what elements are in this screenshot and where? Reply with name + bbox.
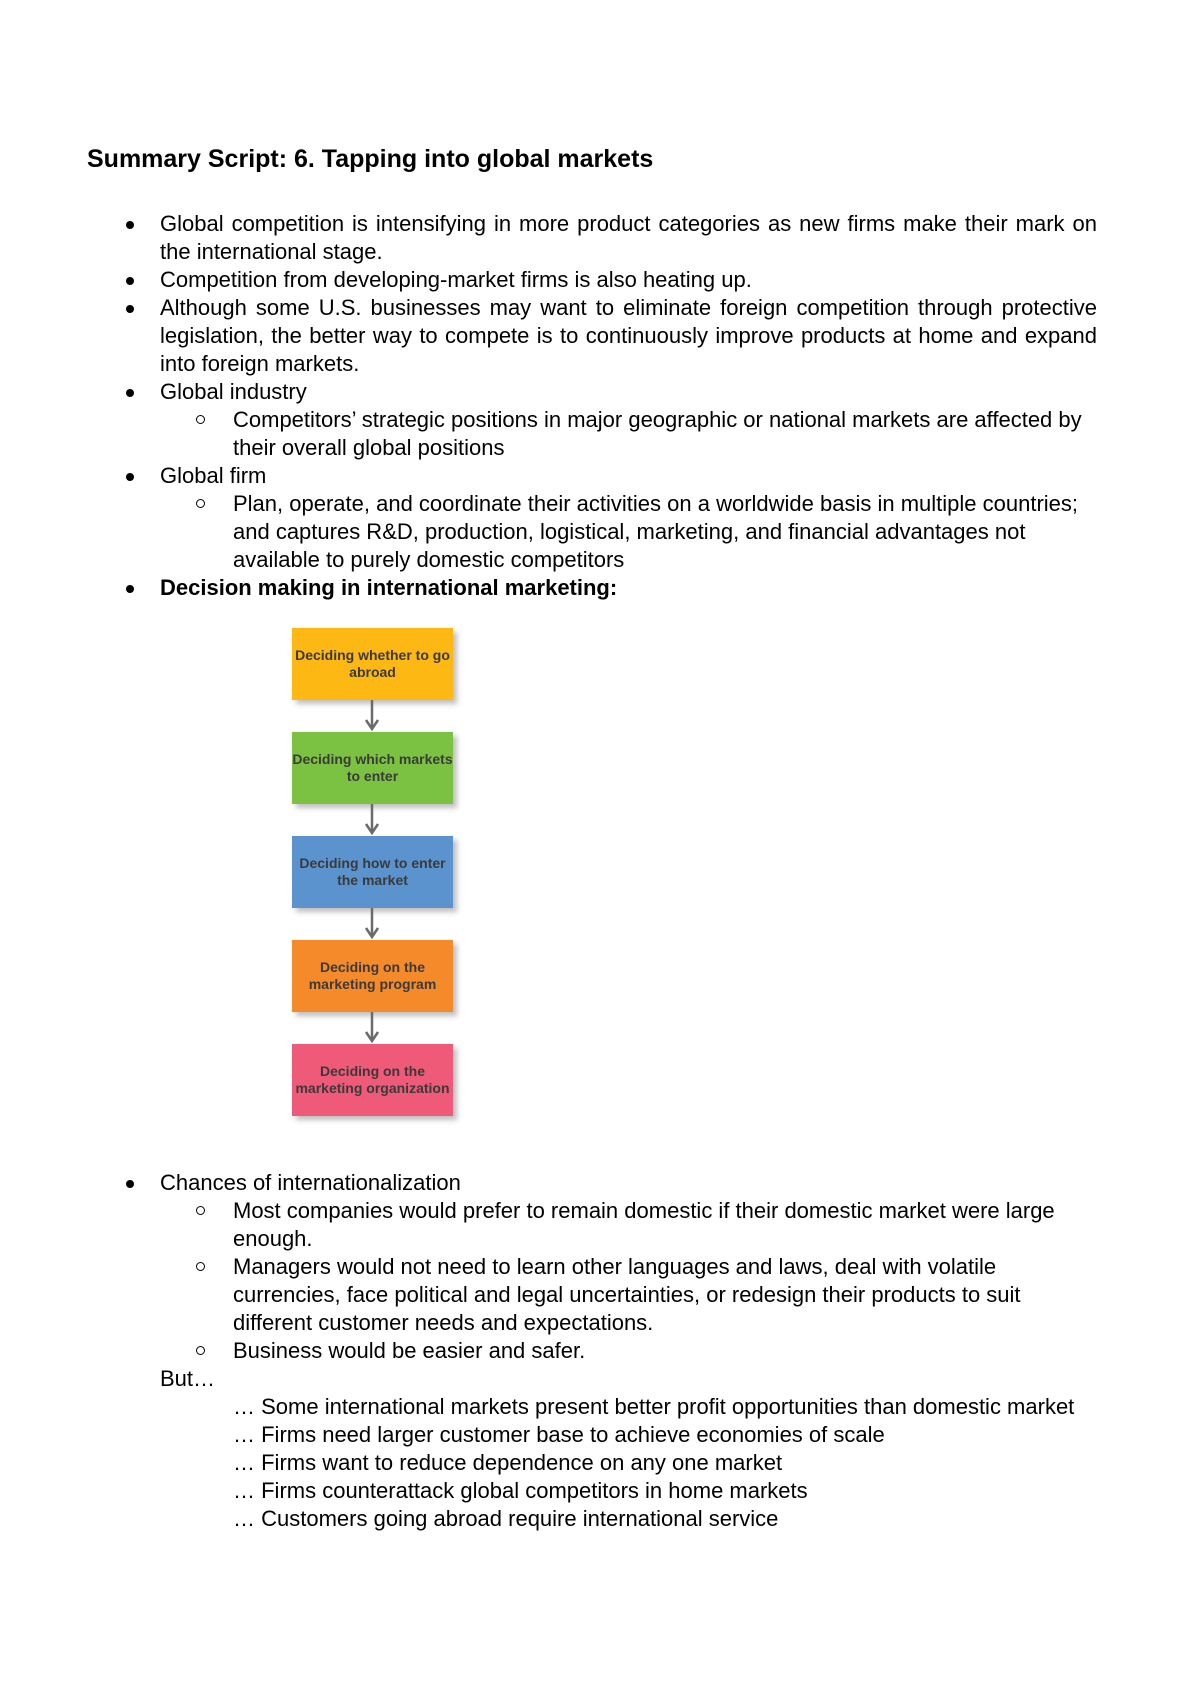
sub-list-item [160, 490, 1097, 574]
list-item-text: Although some U.S. businesses may want to eliminate foreign competition through protective legislation, the better way to compete is to continuously improve products at home and expand into foreign markets. [160, 295, 1097, 376]
internationalization-list [0, 1169, 1200, 1365]
sub-list-item-text: Plan, operate, and coordinate their activities on a worldwide basis in multiple countries; and captures R&D, production, logistical, marketing, and financial advantages not available to purely domestic competitors [233, 491, 1079, 572]
list-item [0, 266, 1097, 294]
sub-list [160, 1197, 1097, 1365]
main-bullet-list [0, 210, 1200, 602]
bullet-icon [126, 305, 134, 313]
circle-bullet-icon [196, 1346, 205, 1355]
but-item: … Firms need larger customer base to achieve economies of scale [233, 1422, 885, 1447]
flow-step-marketing-program: Deciding on the marketing program [292, 940, 453, 1012]
down-arrow-icon [364, 700, 380, 732]
flow-step-marketing-organization: Deciding on the marketing organization [292, 1044, 453, 1116]
but-items [0, 1393, 1200, 1533]
circle-bullet-icon [196, 1262, 205, 1271]
list-item [0, 294, 1097, 378]
circle-bullet-icon [196, 415, 205, 424]
bullet-icon [126, 1180, 134, 1188]
list-item-text: Global firm [160, 463, 267, 488]
list-item-text: Competition from developing-market firms is also heating up. [160, 267, 752, 292]
sub-list-item [160, 1197, 1097, 1253]
but-item: … Some international markets present better profit opportunities than domestic market [233, 1394, 1075, 1419]
sub-list-item-text: Managers would not need to learn other languages and laws, deal with volatile currencies, face political and legal uncertainties, or redesign their products to suit different customer needs and expectations. [233, 1254, 1021, 1335]
page-title: Summary Script: 6. Tapping into global markets [87, 145, 654, 173]
bullet-icon [126, 389, 134, 397]
sub-list [160, 490, 1097, 574]
circle-bullet-icon [196, 1206, 205, 1215]
sub-list-item [160, 406, 1097, 462]
down-arrow-icon [364, 804, 380, 836]
internationalization-section [0, 1169, 1200, 1533]
bullet-icon [126, 221, 134, 229]
sub-list-item-text: Most companies would prefer to remain domestic if their domestic market were large enough. [233, 1198, 1055, 1251]
list-item-text: Global industry [160, 379, 307, 404]
sub-list [160, 406, 1097, 462]
but-label: But… [160, 1366, 216, 1391]
flow-step-how-to-enter: Deciding how to enter the market [292, 836, 453, 908]
list-item [0, 378, 1097, 462]
list-item-text: Global competition is intensifying in more product categories as new firms make their mark on the international stage. [160, 211, 1097, 264]
but-item: … Customers going abroad require international service [233, 1506, 779, 1531]
sub-list-item-text: Competitors’ strategic positions in major geographic or national markets are affected by their overall global positions [233, 407, 1082, 460]
bullet-icon [126, 277, 134, 285]
sub-list-item [160, 1253, 1097, 1337]
bullet-icon [126, 585, 134, 593]
down-arrow-icon [364, 1012, 380, 1044]
list-item-text: Chances of internationalization [160, 1170, 461, 1195]
list-item [0, 462, 1097, 574]
decision-heading: Decision making in international marketing: [160, 575, 618, 600]
bullet-icon [126, 473, 134, 481]
sub-list-item-text: Business would be easier and safer. [233, 1338, 586, 1363]
flow-step-go-abroad: Deciding whether to go abroad [292, 628, 453, 700]
flow-step-which-markets: Deciding which markets to enter [292, 732, 453, 804]
sub-list-item [160, 1337, 1097, 1365]
circle-bullet-icon [196, 499, 205, 508]
down-arrow-icon [364, 908, 380, 940]
list-item [0, 1169, 1097, 1365]
list-item [0, 574, 1097, 602]
list-item [0, 210, 1097, 266]
but-item: … Firms counterattack global competitors in home markets [233, 1478, 808, 1503]
but-item: … Firms want to reduce dependence on any one market [233, 1450, 783, 1475]
